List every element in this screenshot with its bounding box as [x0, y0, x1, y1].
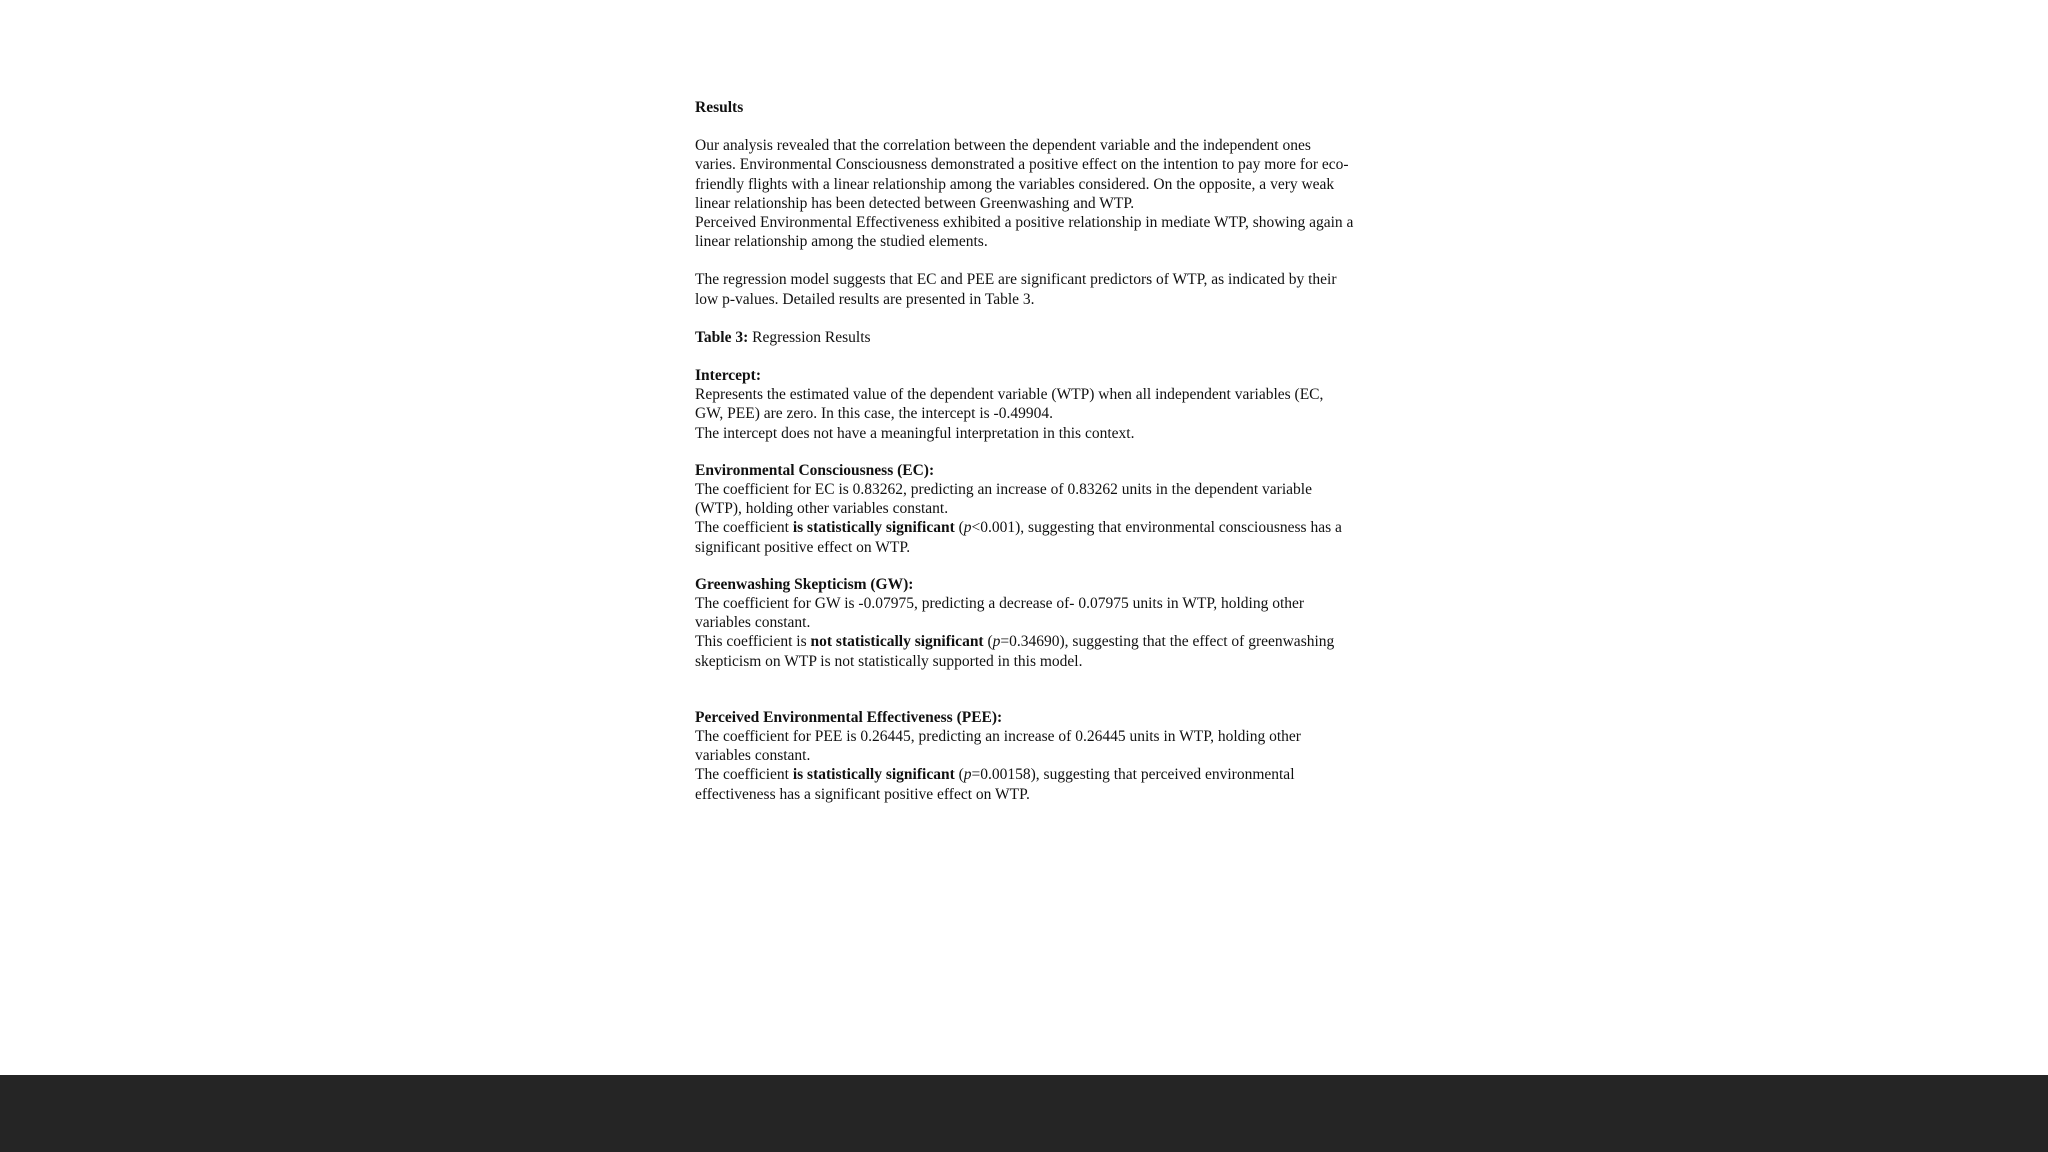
gw-sig-bold: not statistically significant — [810, 633, 984, 651]
pee-sig-bold: is statistically significant — [792, 766, 955, 784]
pee-significance — [695, 765, 1355, 803]
intercept-text-1: Represents the estimated value of the dependent variable (WTP) when all independent variables (EC, GW, PEE) are zero. In this case, the intercept is -0.49904. — [695, 386, 1324, 423]
gw-block — [695, 575, 1355, 671]
intro-text-2: Perceived Environmental Effectiveness exhibited a positive relationship in mediate WTP, showing again a linear relationship among the studied elements. — [695, 214, 1354, 251]
ec-heading: Environmental Consciousness (EC): — [695, 461, 935, 479]
pee-sig-prefix: The coefficient — [695, 766, 793, 784]
ec-sig-paren: ( — [954, 519, 964, 537]
ec-sig-value: <0.001), suggesting that environmental consciousness has a significant positive effect on WTP. — [695, 519, 1342, 556]
intro-text-1: Our analysis revealed that the correlation between the dependent variable and the independent ones varies. Environmental Consciousness demonstrated a positive effect on the intention to pay more for eco-friendly flights with a linear relationship among the variables considered. On the opposite, a very weak linear relationship has been detected between Greenwashing and WTP. — [695, 137, 1349, 212]
pee-text-1: The coefficient for PEE is 0.26445, predicting an increase of 0.26445 units in WTP, holding other variables constant. — [695, 728, 1301, 765]
ec-block — [695, 461, 1355, 557]
table-caption — [695, 328, 1355, 347]
ec-sig-prefix: The coefficient — [695, 519, 793, 537]
table-caption-title: Regression Results — [748, 328, 871, 346]
document-body — [695, 98, 1355, 804]
gw-significance — [695, 632, 1355, 670]
intro-paragraph — [695, 136, 1355, 251]
gw-sig-paren: ( — [983, 633, 993, 651]
intercept-text-2: The intercept does not have a meaningful interpretation in this context. — [695, 424, 1135, 442]
pee-sig-paren: ( — [954, 766, 964, 784]
intercept-heading: Intercept: — [695, 367, 761, 385]
pee-block — [695, 708, 1355, 804]
pee-heading: Perceived Environmental Effectiveness (PEE): — [695, 708, 1003, 726]
section-heading: Results — [695, 99, 744, 116]
pee-sig-p: p — [963, 766, 972, 784]
ec-text-1: The coefficient for EC is 0.83262, predicting an increase of 0.83262 units in the dependent variable (WTP), holding other variables constant. — [695, 481, 1312, 518]
gw-heading: Greenwashing Skepticism (GW): — [695, 575, 914, 593]
gw-sig-p: p — [992, 633, 1001, 651]
ec-sig-bold: is statistically significant — [792, 519, 955, 537]
bottom-bar — [0, 1075, 2048, 1152]
table-caption-label: Table 3: — [695, 328, 749, 346]
gw-sig-value: =0.34690), suggesting that the effect of greenwashing skepticism on WTP is not statistically supported in this model. — [695, 633, 1335, 670]
ec-significance — [695, 518, 1355, 556]
pee-sig-value: =0.00158), suggesting that perceived environmental effectiveness has a significant positive effect on WTP. — [695, 766, 1295, 803]
gw-text-1: The coefficient for GW is -0.07975, predicting a decrease of- 0.07975 units in WTP, holding other variables constant. — [695, 595, 1305, 632]
gw-sig-prefix: This coefficient is — [695, 633, 811, 651]
intercept-block — [695, 366, 1355, 443]
ec-sig-p: p — [963, 519, 972, 537]
regression-paragraph: The regression model suggests that EC and PEE are significant predictors of WTP, as indicated by their low p-values. Detailed results are presented in Table 3. — [695, 271, 1337, 308]
